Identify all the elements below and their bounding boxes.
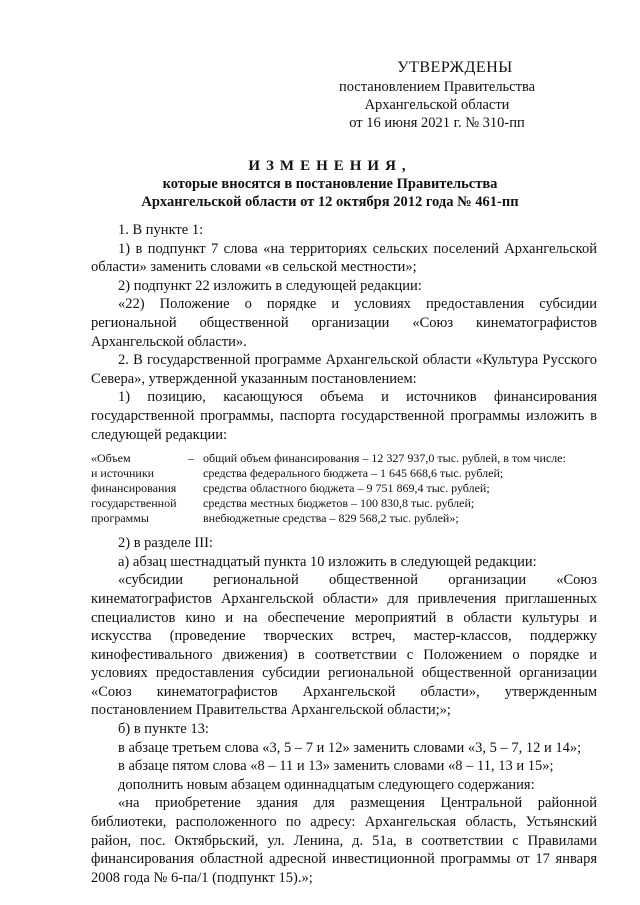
title-line: ИЗМЕНЕНИЯ, [248,158,412,174]
paragraph: а) абзац шестнадцатый пункта 10 изложить в следующей редакции: [118,553,537,570]
approval-line: постановлением Правительства [338,79,536,95]
passport-right-line: средства федерального бюджета – 1 645 668,6 тыс. рублей; [203,466,504,481]
passport-left-line: программы [91,511,149,526]
passport-left-cell [91,451,181,526]
paragraph: «на приобретение здания для размещения Центральной районной библиотеки, расположенного по адресу: Архангельская область, Устьянский район, пос. Октябрьский, ул. Ленина, д. 51а, в соответствии с Правилами финансирования областной адресной инвестиционной программы от 17 января 2008 года № 6-па/1 (подпункт 15).»; [91,795,597,886]
paragraph: 1. В пункте 1: [118,222,204,238]
document-title [60,157,600,211]
paragraph: 2) в разделе III: [118,535,213,552]
passport-left-line: и источники [91,466,155,481]
paragraph: в абзаце пятом слова «8 – 11 и 13» заменить словами «8 – 11, 13 и 15»; [118,758,554,775]
approval-header: УТВЕРЖДЕНЫ [397,59,513,76]
paragraph: б) в пункте 13: [118,721,209,738]
passport-left-line: «Объем [91,451,131,466]
paragraph: 2. В государственной программе Архангельской области «Культура Русского Севера», утвержденной указанным постановлением: [91,352,597,387]
approval-line: Архангельской области [364,97,510,113]
paragraph: в абзаце третьем слова «3, 5 – 7 и 12» заменить словами «3, 5 – 7, 12 и 14»; [118,739,582,756]
passport-dash: – [188,451,194,466]
passport-right-line: средства местных бюджетов – 100 830,8 тыс. рублей; [203,496,475,511]
passport-right-cell [201,451,597,526]
passport-right-line: средства областного бюджета – 9 751 869,4 тыс. рублей; [203,481,490,496]
paragraph: 1) в подпункт 7 слова «на территориях сельских поселений Архангельской области» заменить словами «в сельской местности»; [91,240,597,276]
paragraph: «22) Положение о порядке и условиях предоставления субсидии региональной общественной организации «Союз кинематографистов Архангельской области». [91,296,597,350]
title-line: Архангельской области от 12 октября 2012 года № 461-пп [141,194,519,210]
passport-left-line: финансирования [91,481,177,496]
paragraph: «субсидии региональной общественной организации «Союз кинематографистов Архангельской области» для привлечения приглашенных специалистов кино и на обеспечение мероприятий в области культуры и искусства (проведение творческих встреч, мастер-классов, поддержку кинофестивального движения) в соответствии с Положением о порядке и условиях предоставления субсидии региональной общественной организации «Союз кинематографистов Архангельской области», утвержденным постановлением Правительства Архангельской области;»; [91,572,597,719]
passport-right-line: общий объем финансирования – 12 327 937,0 тыс. рублей, в том числе: [203,451,566,466]
paragraph: 2) подпункт 22 изложить в следующей редакции: [118,277,422,294]
approval-stamp [322,58,552,132]
passport-table [91,451,597,526]
title-line: которые вносятся в постановление Правительства [162,176,498,192]
document-body [91,221,597,887]
paragraph: дополнить новым абзацем одиннадцатым следующего содержания: [118,776,535,793]
passport-left-line: государственной [91,496,177,511]
passport-right-line: внебюджетные средства – 829 568,2 тыс. рублей»; [203,511,459,526]
paragraph: 1) позицию, касающуюся объема и источников финансирования государственной программы, паспорта государственной программы изложить в следующей редакции: [91,389,597,443]
approval-line: от 16 июня 2021 г. № 310-пп [349,115,525,131]
